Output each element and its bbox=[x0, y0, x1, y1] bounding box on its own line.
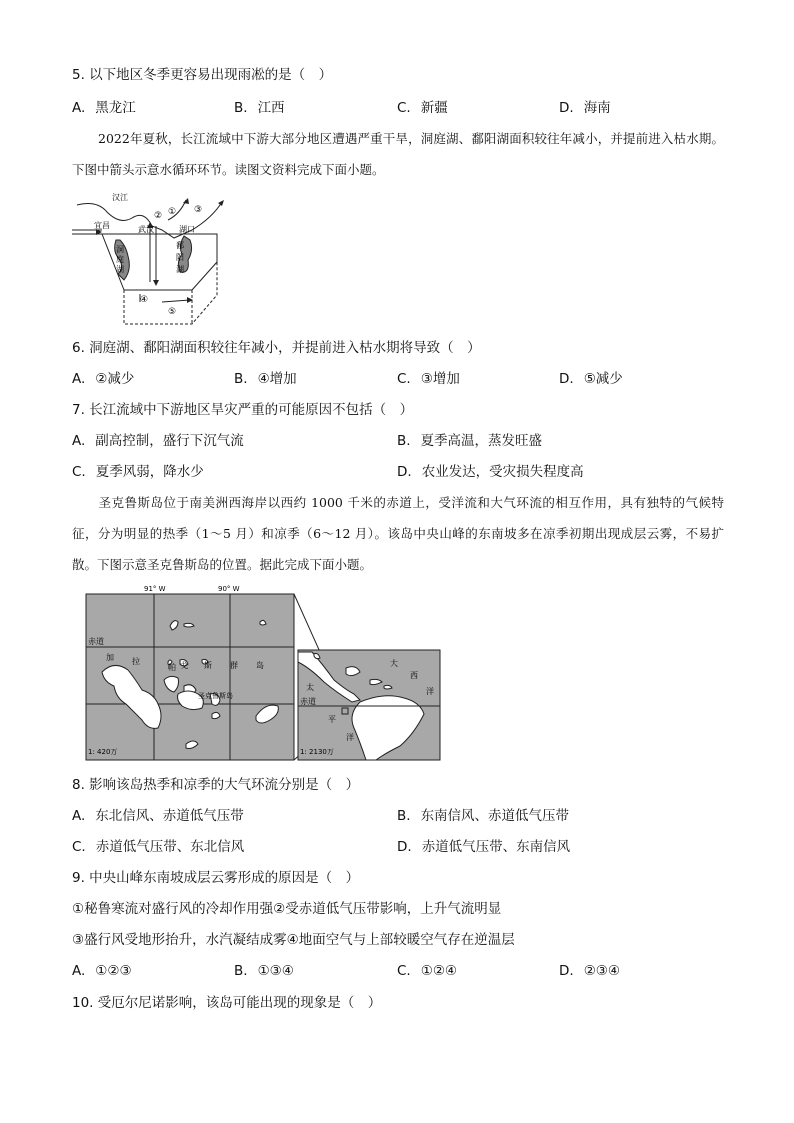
q9-option-b: B. ①③④ bbox=[234, 963, 294, 979]
label-hu1: 湖 bbox=[116, 265, 124, 274]
q5-option-d: D. 海南 bbox=[559, 100, 611, 116]
santa-cruz-map-figure bbox=[84, 582, 444, 762]
label-archipelago-2: 拉 bbox=[132, 657, 140, 666]
q6-option-b: B. ④增加 bbox=[234, 371, 297, 387]
marker-3: ③ bbox=[194, 205, 203, 215]
q9-option-d: D. ②③④ bbox=[559, 963, 620, 979]
q6-option-c: C. ③增加 bbox=[397, 371, 460, 387]
q7-option-d: D. 农业发达，受灾损失程度高 bbox=[397, 464, 584, 480]
q9-stem: 9. 中央山峰东南坡成层云雾形成的原因是（ ） bbox=[72, 870, 360, 886]
label-inset-yang2: 洋 bbox=[426, 687, 434, 696]
label-hu2: 湖 bbox=[176, 265, 184, 274]
q6-stem: 6. 洞庭湖、鄱阳湖面积较往年减小，并提前进入枯水期将导致（ ） bbox=[72, 340, 481, 356]
q8-option-c: C. 赤道低气压带、东北信风 bbox=[72, 839, 245, 855]
label-hanjiang: 汉江 bbox=[112, 193, 128, 202]
q6-option-d: D. ⑤减少 bbox=[559, 371, 623, 387]
marker-4: ④ bbox=[140, 295, 149, 305]
label-archipelago-6: 群 bbox=[230, 661, 238, 670]
label-equator-left: 赤道 bbox=[88, 637, 104, 646]
q9-option-c: C. ①②④ bbox=[397, 963, 458, 979]
label-archipelago-3: 帕 bbox=[168, 663, 176, 672]
label-lon-90w: 90° W bbox=[218, 585, 240, 593]
passage-drought: 2022年夏秋，长江流域中下游大部分地区遭遇严重干旱，洞庭湖、鄱阳湖面积较往年减小，并提前进入枯水期。下图中箭头示意水循环环节。读图文资料完成下面小题。 bbox=[72, 131, 724, 177]
label-po: 鄱 bbox=[176, 241, 184, 250]
label-archipelago-7: 岛 bbox=[256, 661, 264, 670]
label-ting: 庭 bbox=[116, 255, 124, 264]
q5-option-c: C. 新疆 bbox=[397, 100, 448, 116]
q5-option-a: A. 黑龙江 bbox=[72, 100, 136, 116]
q8-option-a: A. 东北信风、赤道低气压带 bbox=[72, 808, 244, 824]
q7-stem: 7. 长江流域中下游地区旱灾严重的可能原因不包括（ ） bbox=[72, 402, 414, 418]
q9-items-line-1: ①秘鲁寒流对盛行风的冷却作用强②受赤道低气压带影响，上升气流明显 bbox=[72, 901, 502, 917]
q7-option-c: C. 夏季风弱，降水少 bbox=[72, 464, 204, 480]
q7-option-a: A. 副高控制，盛行下沉气流 bbox=[72, 433, 244, 449]
label-scale-left: 1: 420万 bbox=[88, 748, 118, 756]
q7-option-b: B. 夏季高温，蒸发旺盛 bbox=[397, 433, 543, 449]
label-wuhan: 武汉 bbox=[138, 225, 154, 234]
marker-5: ⑤ bbox=[168, 307, 177, 317]
label-lon-91w: 91° W bbox=[144, 585, 166, 593]
q6-option-a: A. ②减少 bbox=[72, 371, 135, 387]
label-yichang: 宜昌 bbox=[94, 221, 110, 230]
marker-1: ① bbox=[168, 207, 177, 217]
q8-option-b: B. 东南信风、赤道低气压带 bbox=[397, 808, 570, 824]
label-archipelago-4: 戈 bbox=[180, 661, 188, 670]
label-hukou: 湖口 bbox=[179, 225, 195, 234]
q9-items-line-2: ③盛行风受地形抬升，水汽凝结成雾④地面空气与上部较暖空气存在逆温层 bbox=[72, 932, 515, 948]
label-dong: 洞 bbox=[116, 245, 124, 254]
q10-stem: 10. 受厄尔尼诺影响，该岛可能出现的现象是（ ） bbox=[72, 995, 382, 1011]
label-inset-ping: 平 bbox=[328, 715, 336, 724]
q9-option-a: A. ①②③ bbox=[72, 963, 132, 979]
marker-2: ② bbox=[154, 211, 163, 221]
label-inset-xi: 西 bbox=[410, 671, 418, 680]
q8-option-d: D. 赤道低气压带、东南信风 bbox=[397, 839, 571, 855]
label-santa-cruz-island: 圣克鲁斯岛 bbox=[198, 692, 233, 700]
q5-option-b: B. 江西 bbox=[234, 100, 285, 116]
label-scale-right: 1: 2130万 bbox=[300, 748, 334, 756]
label-archipelago-5: 斯 bbox=[204, 661, 212, 670]
q8-stem: 8. 影响该岛热季和凉季的大气环流分别是（ ） bbox=[72, 777, 360, 793]
label-inset-da: 大 bbox=[390, 659, 398, 668]
passage-santa-cruz: 圣克鲁斯岛位于南美洲西海岸以西约 1000 千米的赤道上，受洋流和大气环流的相互作用，具有独特的气候特征，分为明显的热季（1～5 月）和凉季（6～12 月）。该岛中央山峰的东南坡多在凉季初期出现成层云雾，不易扩散。下图示意圣克鲁斯岛的位置。据此完成下面小题。 bbox=[72, 495, 724, 572]
label-inset-tai: 太 bbox=[306, 683, 314, 692]
label-inset-equator: 赤道 bbox=[300, 697, 316, 706]
label-archipelago-1: 加 bbox=[106, 653, 114, 662]
water-cycle-figure bbox=[72, 190, 232, 330]
label-yang: 阳 bbox=[176, 253, 184, 262]
q5-stem: 5. 以下地区冬季更容易出现雨凇的是（ ） bbox=[72, 67, 333, 83]
label-inset-yang: 洋 bbox=[346, 733, 354, 742]
